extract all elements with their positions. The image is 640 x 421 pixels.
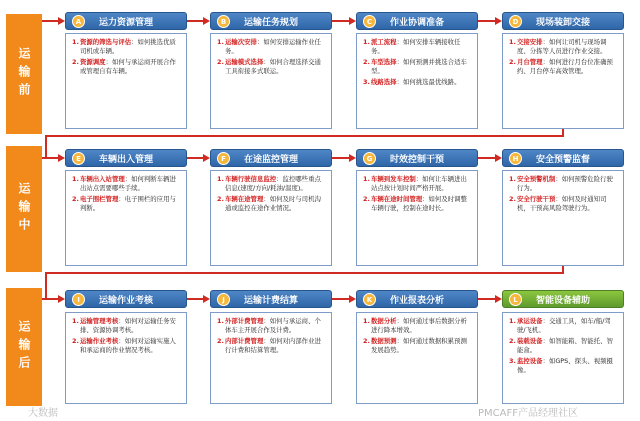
card-item xyxy=(72,337,180,356)
item-keyword: 线路选择 xyxy=(371,77,397,86)
item-description: ：如何合理选择交通工具衔接多式联运。 xyxy=(225,57,321,76)
item-number: 2. xyxy=(509,194,516,203)
card-header-k xyxy=(356,290,478,308)
card-header-i xyxy=(65,290,187,308)
item-number: 1. xyxy=(217,38,224,46)
item-keyword: 交接安排 xyxy=(517,38,543,46)
card-item xyxy=(217,195,325,214)
item-description: ：如何挑选优质司机或车辆。 xyxy=(80,38,176,56)
item-text xyxy=(517,38,617,57)
item-keyword: 承运设备 xyxy=(517,317,543,325)
item-number: 1. xyxy=(509,317,516,325)
card-item xyxy=(217,38,325,57)
item-description: ：如何与承运商开展合作或管理自有车辆。 xyxy=(80,57,176,76)
item-text xyxy=(517,337,617,356)
wrap-line xyxy=(45,135,564,137)
step-badge: L xyxy=(509,293,522,306)
item-description: ：如何预测并挑选合适车型。 xyxy=(371,57,467,76)
card-header-c xyxy=(356,12,478,30)
item-text xyxy=(371,38,471,57)
item-number: 1. xyxy=(363,175,370,183)
step-badge: I xyxy=(72,293,85,306)
item-description: ：如何对运输实施人和承运商的作业情况考核。 xyxy=(80,336,176,355)
card-body-b xyxy=(210,33,332,129)
connector-line xyxy=(332,20,349,22)
connector-line xyxy=(332,157,349,159)
stage-label-post: 运输后 xyxy=(6,288,42,406)
step-badge: H xyxy=(509,152,522,165)
item-number: 2. xyxy=(363,57,370,66)
item-text xyxy=(225,317,325,336)
item-text xyxy=(80,337,180,356)
step-badge: A xyxy=(72,15,85,28)
step-badge: D xyxy=(509,15,522,28)
item-number: 2. xyxy=(363,194,370,203)
item-text xyxy=(517,175,617,194)
item-number: 1. xyxy=(363,317,370,325)
connector-arrow xyxy=(58,295,65,303)
item-description: ：如何让车辆进出站点按计划时间严格开展。 xyxy=(371,175,467,193)
item-text xyxy=(80,38,180,57)
item-number: 2. xyxy=(72,194,79,203)
watermark-left: 大数据 xyxy=(28,408,58,419)
card-title: 运力资源管理 xyxy=(98,17,153,28)
item-description: ：如何对内部作业进行计费和结算管理。 xyxy=(225,336,321,355)
card-header-a xyxy=(65,12,187,30)
item-description: ：如何及时通知司机，干预高风险驾驶行为。 xyxy=(517,194,607,213)
item-text xyxy=(225,195,325,214)
item-keyword: 车型选择 xyxy=(371,57,397,66)
item-number: 2. xyxy=(72,336,79,345)
item-keyword: 派工流程 xyxy=(371,38,397,46)
card-title: 运输作业考核 xyxy=(98,295,153,306)
item-description: ：如何安排运输作业任务。 xyxy=(225,38,321,56)
item-description: ：如GPS、探头、视频摄像。 xyxy=(517,356,613,375)
connector-arrow xyxy=(203,295,210,303)
item-number: 1. xyxy=(72,38,79,46)
card-body-j xyxy=(210,312,332,404)
item-keyword: 车辆行驶信息监控 xyxy=(225,175,277,183)
card-item xyxy=(72,195,180,214)
connector-line xyxy=(332,298,349,300)
wrap-line xyxy=(45,135,47,158)
item-number: 2. xyxy=(509,336,516,345)
item-description: ：如何安排车辆接收任务。 xyxy=(371,38,461,56)
item-keyword: 内部计费管理 xyxy=(225,336,264,345)
item-keyword: 资源的筛选与评估 xyxy=(80,38,132,46)
watermark-right: PMCAFF产品经理社区 xyxy=(478,408,578,419)
card-header-h xyxy=(502,149,624,167)
item-keyword: 运输管理考核 xyxy=(80,317,119,325)
card-title: 作业报表分析 xyxy=(389,295,444,306)
item-keyword: 车辆到发车控制 xyxy=(371,175,416,183)
item-keyword: 车辆在途管理 xyxy=(225,194,264,203)
item-keyword: 车辆在途时间管理 xyxy=(371,194,423,203)
card-body-l xyxy=(502,312,624,404)
item-text xyxy=(371,58,471,77)
card-item xyxy=(363,317,471,336)
item-number: 2. xyxy=(217,57,224,66)
card-body-a xyxy=(65,33,187,129)
item-number: 1. xyxy=(217,317,224,325)
item-text xyxy=(517,317,617,336)
card-header-j xyxy=(210,290,332,308)
item-text xyxy=(225,337,325,356)
item-text xyxy=(80,195,180,214)
stage-label-during: 运输中 xyxy=(6,146,42,272)
item-text xyxy=(80,58,180,77)
item-number: 3. xyxy=(509,356,516,365)
item-text xyxy=(80,175,180,194)
card-item xyxy=(509,357,617,376)
card-item xyxy=(509,58,617,77)
item-number: 1. xyxy=(509,175,516,183)
card-title: 运输任务规划 xyxy=(243,17,298,28)
connector-arrow xyxy=(349,295,356,303)
item-text xyxy=(80,317,180,336)
card-title: 时效控制干预 xyxy=(389,154,444,165)
card-body-d xyxy=(502,33,624,129)
item-description: ：监控哪些重点信息(速度/方向/耗油/温度)。 xyxy=(225,175,321,193)
card-header-l xyxy=(502,290,624,308)
card-item xyxy=(509,195,617,214)
card-item xyxy=(509,175,617,194)
item-text xyxy=(517,195,617,214)
step-badge: G xyxy=(363,152,376,165)
card-item xyxy=(363,337,471,356)
card-item xyxy=(72,38,180,57)
step-badge: F xyxy=(217,152,230,165)
item-keyword: 装载设备 xyxy=(517,336,543,345)
item-number: 2. xyxy=(217,336,224,345)
item-number: 2. xyxy=(509,57,516,66)
item-number: 2. xyxy=(217,194,224,203)
card-title: 车辆出入管理 xyxy=(98,154,153,165)
item-description: ：电子围栏的应用与判断。 xyxy=(80,194,176,213)
item-keyword: 运输次安排 xyxy=(225,38,257,46)
connector-line xyxy=(187,157,203,159)
card-body-e xyxy=(65,170,187,266)
card-body-i xyxy=(65,312,187,404)
card-header-f xyxy=(210,149,332,167)
connector-arrow xyxy=(203,17,210,25)
item-number: 1. xyxy=(363,38,370,46)
connector-line xyxy=(478,298,495,300)
wrap-line xyxy=(45,272,47,299)
item-number: 2. xyxy=(363,336,370,345)
card-header-b xyxy=(210,12,332,30)
item-keyword: 安全行驶干预 xyxy=(517,194,556,203)
card-title: 在途监控管理 xyxy=(243,154,298,165)
item-keyword: 运输模式选择 xyxy=(225,57,264,66)
item-text xyxy=(371,337,471,356)
item-number: 2. xyxy=(72,57,79,66)
item-description: ：如何对运输任务安排、资源协调考核。 xyxy=(80,317,176,335)
item-text xyxy=(225,175,325,194)
card-body-f xyxy=(210,170,332,266)
card-item xyxy=(72,175,180,194)
connector-arrow xyxy=(349,17,356,25)
connector-arrow xyxy=(495,17,502,25)
step-badge: C xyxy=(363,15,376,28)
card-body-k xyxy=(356,312,478,404)
card-item xyxy=(509,337,617,356)
card-title: 运输计费结算 xyxy=(243,295,298,306)
card-item xyxy=(509,317,617,336)
card-header-e xyxy=(65,149,187,167)
item-keyword: 外部计费管理 xyxy=(225,317,264,325)
step-badge: E xyxy=(72,152,85,165)
item-text xyxy=(371,195,471,214)
card-item xyxy=(217,175,325,194)
connector-arrow xyxy=(203,154,210,162)
item-keyword: 电子围栏管理 xyxy=(80,194,119,203)
card-item xyxy=(217,337,325,356)
item-text xyxy=(225,58,325,77)
connector-line xyxy=(478,157,495,159)
item-description: ：如何挑选最优线路。 xyxy=(396,77,461,86)
card-title: 安全预警监督 xyxy=(535,154,590,165)
item-description: ：如何通过事后数据分析进行降本增效。 xyxy=(371,317,467,335)
stage-label-pre: 运输前 xyxy=(6,14,42,134)
item-text xyxy=(517,58,617,77)
connector-arrow xyxy=(58,154,65,162)
card-item xyxy=(363,58,471,77)
card-item xyxy=(72,58,180,77)
item-text xyxy=(517,357,617,376)
item-keyword: 车辆出入站管理 xyxy=(80,175,125,183)
card-item xyxy=(509,38,617,57)
item-description: ：如何进行月台位准确预约、月台停车高效管理。 xyxy=(517,57,613,76)
item-description: ：如何与承运商、个体车主开展合作及计费。 xyxy=(225,317,321,335)
item-description: ：如何通过数据积累预测发展趋势。 xyxy=(371,336,467,355)
item-description: ：如何预警危险行驶行为。 xyxy=(517,175,613,193)
item-text xyxy=(371,78,471,87)
item-keyword: 数据预测 xyxy=(371,336,397,345)
card-header-d xyxy=(502,12,624,30)
card-item xyxy=(217,317,325,336)
item-keyword: 资源调度 xyxy=(80,57,106,66)
card-body-h xyxy=(502,170,624,266)
connector-arrow xyxy=(495,295,502,303)
item-number: 1. xyxy=(217,175,224,183)
connector-line xyxy=(187,20,203,22)
card-title: 智能设备辅助 xyxy=(535,295,590,306)
item-keyword: 数据分析 xyxy=(371,317,397,325)
wrap-line xyxy=(45,272,564,274)
item-keyword: 监控设备 xyxy=(517,356,543,365)
card-item xyxy=(363,38,471,57)
item-keyword: 运输作业考核 xyxy=(80,336,119,345)
item-keyword: 月台管理 xyxy=(517,57,543,66)
card-title: 作业协调准备 xyxy=(389,17,444,28)
connector-line xyxy=(42,20,58,22)
card-body-g xyxy=(356,170,478,266)
item-description: ：如智能箱、智能托、智能盒。 xyxy=(517,336,613,355)
item-text xyxy=(225,38,325,57)
item-number: 1. xyxy=(72,175,79,183)
item-number: 1. xyxy=(72,317,79,325)
card-item xyxy=(363,195,471,214)
step-badge: J xyxy=(217,293,230,306)
card-item xyxy=(363,78,471,87)
item-text xyxy=(371,175,471,194)
item-description: ：如何判断车辆进出站点需要哪些手续。 xyxy=(80,175,176,193)
item-number: 3. xyxy=(363,77,370,86)
item-description: ：如何让司机与现场调度、分拣等人员进行作业交接。 xyxy=(517,38,607,56)
item-description: ：如何及时与司机沟通或监控在途作业情况。 xyxy=(225,194,321,213)
connector-line xyxy=(478,20,495,22)
card-item xyxy=(217,58,325,77)
step-badge: K xyxy=(363,293,376,306)
connector-arrow xyxy=(495,154,502,162)
card-item xyxy=(72,317,180,336)
step-badge: B xyxy=(217,15,230,28)
item-number: 1. xyxy=(509,38,516,46)
connector-arrow xyxy=(349,154,356,162)
connector-line xyxy=(187,298,203,300)
item-text xyxy=(371,317,471,336)
card-header-g xyxy=(356,149,478,167)
card-item xyxy=(363,175,471,194)
item-description: ：如何及时调整车辆行驶，控制在途时长。 xyxy=(371,194,467,213)
card-body-c xyxy=(356,33,478,129)
item-description: ：交通工具，如车/船/驾驶/飞机。 xyxy=(517,317,611,335)
connector-arrow xyxy=(58,17,65,25)
item-keyword: 安全预警机制 xyxy=(517,175,556,183)
card-title: 现场装卸交接 xyxy=(535,17,590,28)
